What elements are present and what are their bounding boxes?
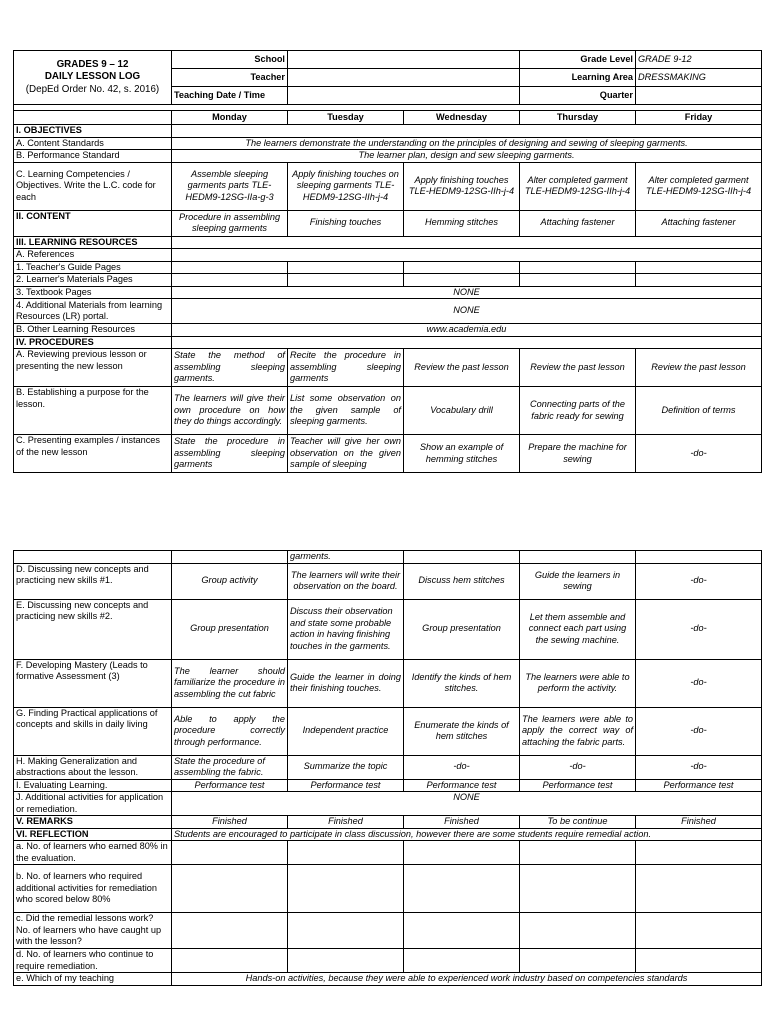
procedure-a-friday: Review the past lesson xyxy=(636,349,762,387)
procedure-j-label: J. Additional activities for application or remediation. xyxy=(14,792,172,816)
procedure-b-wednesday: Vocabulary drill xyxy=(404,387,520,435)
reflection-b-tuesday xyxy=(288,865,404,913)
quarter-value[interactable] xyxy=(636,87,762,105)
competency-tuesday: Apply finishing touches on sleeping garments TLE-HEDM9-12SG-IIh-j-4 xyxy=(288,162,404,210)
lesson-log-table-page-2 xyxy=(13,550,762,986)
procedure-i-tuesday: Performance test xyxy=(288,779,404,792)
content-thursday: Attaching fastener xyxy=(520,210,636,236)
reflection-b-friday xyxy=(636,865,762,913)
continued-thursday xyxy=(520,551,636,564)
procedure-e-monday: Group presentation xyxy=(172,599,288,659)
reflection-c-monday xyxy=(172,913,288,949)
procedure-a-wednesday: Review the past lesson xyxy=(404,349,520,387)
competencies-label: C. Learning Competencies / Objectives. Write the L.C. code for each xyxy=(14,162,172,210)
procedure-b-thursday: Connecting parts of the fabric ready for sewing xyxy=(520,387,636,435)
reflection-d-label: d. No. of learners who continue to require remediation. xyxy=(14,949,172,973)
reflection-c-wednesday xyxy=(404,913,520,949)
procedure-h-tuesday: Summarize the topic xyxy=(288,755,404,779)
competency-wednesday: Apply finishing touches TLE-HEDM9-12SG-IIh-j-4 xyxy=(404,162,520,210)
reflection-text: Students are encouraged to participate in class discussion, however there are some students require remedial action. xyxy=(172,828,762,841)
learners-materials-tuesday xyxy=(288,274,404,287)
objectives-empty xyxy=(172,125,762,138)
learners-materials-wednesday xyxy=(404,274,520,287)
procedure-d-monday: Group activity xyxy=(172,563,288,599)
section-content: II. CONTENT xyxy=(14,210,172,236)
continued-empty-label xyxy=(14,551,172,564)
procedure-i-wednesday: Performance test xyxy=(404,779,520,792)
reflection-d-wednesday xyxy=(404,949,520,973)
reflection-c-label: c. Did the remedial lessons work? No. of learners who have caught up with the lesson? xyxy=(14,913,172,949)
procedure-e-label: E. Discussing new concepts and practicing new skills #2. xyxy=(14,599,172,659)
procedure-g-label: G. Finding Practical applications of concepts and skills in daily living xyxy=(14,707,172,755)
reflection-b-thursday xyxy=(520,865,636,913)
procedure-h-monday: State the procedure of assembling the fabric. xyxy=(172,755,288,779)
day-tuesday: Tuesday xyxy=(288,111,404,125)
textbook-label: 3. Textbook Pages xyxy=(14,286,172,299)
reflection-b-monday xyxy=(172,865,288,913)
reflection-c-thursday xyxy=(520,913,636,949)
day-friday: Friday xyxy=(636,111,762,125)
section-procedures: IV. PROCEDURES xyxy=(14,336,172,349)
section-reflection: VI. REFLECTION xyxy=(14,828,172,841)
procedure-c-friday: -do- xyxy=(636,435,762,473)
procedure-d-thursday: Guide the learners in sewing xyxy=(520,563,636,599)
remarks-thursday: To be continue xyxy=(520,816,636,829)
procedure-d-wednesday: Discuss hem stitches xyxy=(404,563,520,599)
procedure-d-friday: -do- xyxy=(636,563,762,599)
reflection-a-tuesday xyxy=(288,841,404,865)
reflection-c-tuesday xyxy=(288,913,404,949)
procedure-b-friday: Definition of terms xyxy=(636,387,762,435)
resources-empty xyxy=(172,236,762,249)
additional-materials-label: 4. Additional Materials from learning Resources (LR) portal. xyxy=(14,299,172,324)
remarks-wednesday: Finished xyxy=(404,816,520,829)
reflection-d-tuesday xyxy=(288,949,404,973)
procedure-c-tuesday-continued: garments. xyxy=(288,551,404,564)
procedure-c-thursday: Prepare the machine for sewing xyxy=(520,435,636,473)
additional-materials-value: NONE xyxy=(172,299,762,324)
teachers-guide-tuesday xyxy=(288,261,404,274)
performance-standard-value: The learner plan, design and sew sleeping garments. xyxy=(172,150,762,163)
content-friday: Attaching fastener xyxy=(636,210,762,236)
procedure-e-tuesday: Discuss their observation and state some probable action in having finishing touches in the garments. xyxy=(288,599,404,659)
procedure-h-wednesday: -do- xyxy=(404,755,520,779)
procedure-f-wednesday: Identify the kinds of hem stitches. xyxy=(404,659,520,707)
reflection-e-label: e. Which of my teaching xyxy=(14,973,172,986)
reflection-a-wednesday xyxy=(404,841,520,865)
procedure-b-tuesday: List some observation on the given sample of sleeping garments. xyxy=(288,387,404,435)
procedure-c-wednesday: Show an example of hemming stitches xyxy=(404,435,520,473)
log-title-block xyxy=(14,51,172,105)
procedure-b-monday: The learners will give their own procedure on how they do things accordingly. xyxy=(172,387,288,435)
procedure-f-thursday: The learners were able to perform the activity. xyxy=(520,659,636,707)
teacher-value[interactable] xyxy=(288,69,520,87)
remarks-monday: Finished xyxy=(172,816,288,829)
procedure-e-thursday: Let them assemble and connect each part using the sewing machine. xyxy=(520,599,636,659)
procedure-j-value: NONE xyxy=(172,792,762,816)
other-resources-value: www.academia.edu xyxy=(172,324,762,337)
grade-level-label: Grade Level xyxy=(520,51,636,69)
section-learning-resources: III. LEARNING RESOURCES xyxy=(14,236,172,249)
procedure-f-tuesday: Guide the learner in doing their finishing touches. xyxy=(288,659,404,707)
procedure-i-label: I. Evaluating Learning. xyxy=(14,779,172,792)
textbook-value: NONE xyxy=(172,286,762,299)
procedure-i-monday: Performance test xyxy=(172,779,288,792)
content-tuesday: Finishing touches xyxy=(288,210,404,236)
reflection-d-thursday xyxy=(520,949,636,973)
procedures-empty xyxy=(172,336,762,349)
procedure-d-tuesday: The learners will write their observation on the board. xyxy=(288,563,404,599)
procedure-h-thursday: -do- xyxy=(520,755,636,779)
log-title-order: (DepEd Order No. 42, s. 2016) xyxy=(25,83,160,95)
learners-materials-friday xyxy=(636,274,762,287)
lesson-log-table-page-1 xyxy=(13,50,762,473)
teacher-label: Teacher xyxy=(172,69,288,87)
references-value xyxy=(172,249,762,262)
content-standards-value: The learners demonstrate the understanding on the principles of designing and sewing of sleeping garments. xyxy=(172,137,762,150)
learners-materials-monday xyxy=(172,274,288,287)
procedure-a-monday: State the method of assembling sleeping garments. xyxy=(172,349,288,387)
teachers-guide-thursday xyxy=(520,261,636,274)
continued-monday xyxy=(172,551,288,564)
reflection-a-monday xyxy=(172,841,288,865)
other-resources-label: B. Other Learning Resources xyxy=(14,324,172,337)
procedure-g-friday: -do- xyxy=(636,707,762,755)
content-wednesday: Hemming stitches xyxy=(404,210,520,236)
procedure-g-thursday: The learners were able to apply the correct way of attaching the fabric parts. xyxy=(520,707,636,755)
teachers-guide-monday xyxy=(172,261,288,274)
log-title-grades: GRADES 9 – 12 xyxy=(56,58,129,70)
teachers-guide-wednesday xyxy=(404,261,520,274)
teachers-guide-label: 1. Teacher's Guide Pages xyxy=(14,261,172,274)
reflection-a-thursday xyxy=(520,841,636,865)
procedure-i-friday: Performance test xyxy=(636,779,762,792)
school-label: School xyxy=(172,51,288,69)
procedure-a-thursday: Review the past lesson xyxy=(520,349,636,387)
references-label: A. References xyxy=(14,249,172,262)
procedure-e-friday: -do- xyxy=(636,599,762,659)
remarks-tuesday: Finished xyxy=(288,816,404,829)
procedure-f-monday: The learner should familiarize the procedure in assembling the cut fabric xyxy=(172,659,288,707)
day-header-row xyxy=(14,111,762,125)
reflection-d-monday xyxy=(172,949,288,973)
log-title-daily: DAILY LESSON LOG xyxy=(44,71,141,83)
teachers-guide-friday xyxy=(636,261,762,274)
procedure-i-thursday: Performance test xyxy=(520,779,636,792)
performance-standard-label: B. Performance Standard xyxy=(14,150,172,163)
day-wednesday: Wednesday xyxy=(404,111,520,125)
day-header-empty xyxy=(14,111,172,125)
procedure-c-tuesday: Teacher will give her own observation on the given sample of sleeping xyxy=(288,435,404,473)
learning-area-label: Learning Area xyxy=(520,69,636,87)
procedure-g-tuesday: Independent practice xyxy=(288,707,404,755)
procedure-a-label: A. Reviewing previous lesson or presenting the new lesson xyxy=(14,349,172,387)
school-value[interactable] xyxy=(288,51,520,69)
competency-thursday: Alter completed garment TLE-HEDM9-12SG-IIh-j-4 xyxy=(520,162,636,210)
procedure-h-label: H. Making Generalization and abstractions about the lesson. xyxy=(14,755,172,779)
section-remarks: V. REMARKS xyxy=(14,816,172,829)
teaching-date-value[interactable] xyxy=(288,87,520,105)
procedure-h-friday: -do- xyxy=(636,755,762,779)
teaching-date-label: Teaching Date / Time xyxy=(172,87,288,105)
content-standards-label: A. Content Standards xyxy=(14,137,172,150)
quarter-label: Quarter xyxy=(520,87,636,105)
reflection-b-wednesday xyxy=(404,865,520,913)
day-thursday: Thursday xyxy=(520,111,636,125)
competency-friday: Alter completed garment TLE-HEDM9-12SG-IIh-j-4 xyxy=(636,162,762,210)
grade-level-value[interactable]: GRADE 9-12 xyxy=(636,51,762,69)
content-monday: Procedure in assembling sleeping garments xyxy=(172,210,288,236)
procedure-d-label: D. Discussing new concepts and practicing new skills #1. xyxy=(14,563,172,599)
procedure-g-monday: Able to apply the procedure correctly through performance. xyxy=(172,707,288,755)
day-monday: Monday xyxy=(172,111,288,125)
procedure-g-wednesday: Enumerate the kinds of hem stitches xyxy=(404,707,520,755)
continued-friday xyxy=(636,551,762,564)
section-objectives: I. OBJECTIVES xyxy=(14,125,172,138)
reflection-b-label: b. No. of learners who required additional activities for remediation who scored below 80% xyxy=(14,865,172,913)
procedure-a-tuesday: Recite the procedure in assembling sleeping garments xyxy=(288,349,404,387)
procedure-f-label: F. Developing Mastery (Leads to formative Assessment (3) xyxy=(14,659,172,707)
learning-area-value[interactable]: DRESSMAKING xyxy=(636,69,762,87)
reflection-a-friday xyxy=(636,841,762,865)
procedure-f-friday: -do- xyxy=(636,659,762,707)
procedure-c-monday: State the procedure in assembling sleeping garments xyxy=(172,435,288,473)
procedure-c-label: C. Presenting examples / instances of the new lesson xyxy=(14,435,172,473)
reflection-e-value: Hands-on activities, because they were able to experienced work industry based on competencies standards xyxy=(172,973,762,986)
learners-materials-label: 2. Learner's Materials Pages xyxy=(14,274,172,287)
remarks-friday: Finished xyxy=(636,816,762,829)
reflection-c-friday xyxy=(636,913,762,949)
procedure-b-label: B. Establishing a purpose for the lesson. xyxy=(14,387,172,435)
competency-monday: Assemble sleeping garments parts TLE-HEDM9-12SG-IIa-g-3 xyxy=(172,162,288,210)
continued-wednesday xyxy=(404,551,520,564)
reflection-a-label: a. No. of learners who earned 80% in the evaluation. xyxy=(14,841,172,865)
reflection-d-friday xyxy=(636,949,762,973)
procedure-e-wednesday: Group presentation xyxy=(404,599,520,659)
learners-materials-thursday xyxy=(520,274,636,287)
